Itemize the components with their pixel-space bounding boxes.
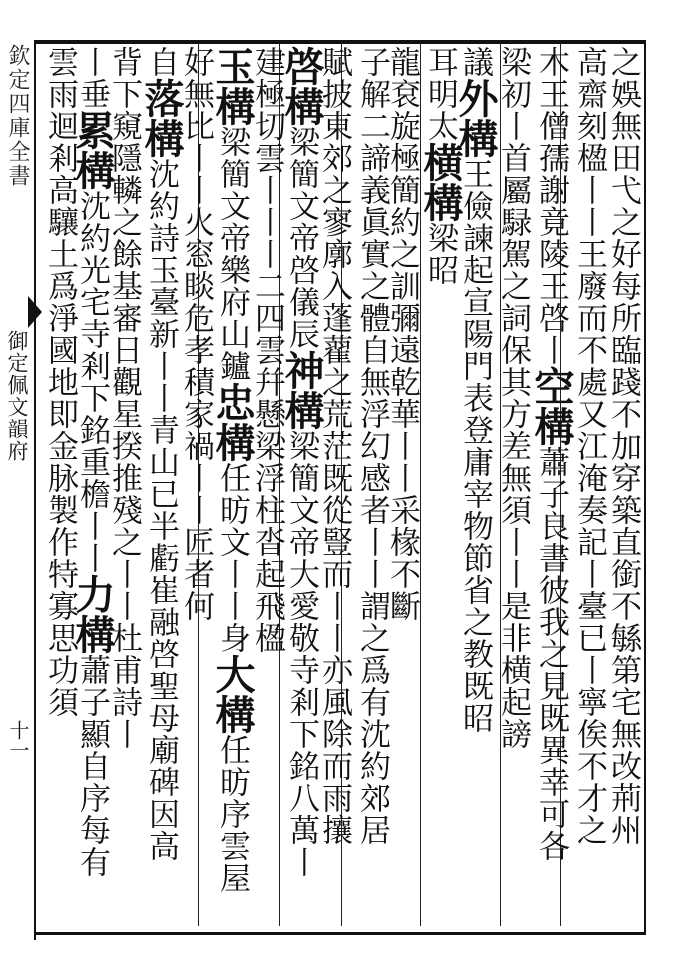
column-text: 蕭子良書彼我之見既異幸可各 (533, 446, 569, 862)
entry-heading: 累構 (69, 110, 116, 190)
column-text: 龍袞旋極簡約之訓彌遠乾華丨丨采椽不斷 (384, 46, 420, 622)
text-column (352, 46, 392, 924)
text-column (247, 46, 287, 924)
column-text: 丨二四雲幷懸梁浮柱沓起飛楹 (249, 238, 285, 654)
text-column (569, 46, 609, 924)
text-column (603, 46, 643, 924)
text-column (209, 46, 256, 924)
column-text: 王儉諫起宣陽門表登庸宰物節省之教既昭 (457, 158, 493, 734)
column-text: 任昉序雲屋 (214, 734, 250, 894)
column-text: 雲雨 (42, 46, 78, 110)
column-text: 建極切雲丨丨 (249, 46, 285, 238)
column-text: 梁簡文帝啓儀辰 (283, 126, 319, 350)
column-text: 迴剎高驤土爲淨國地即金脉 (42, 110, 78, 494)
column-text: 梁昭 (422, 222, 458, 286)
column-text: 危孝積家禍 (178, 302, 214, 462)
column-text: 任昉文丨丨身 (214, 462, 250, 654)
column-text: 保其方差無須丨丨是非横起謗 (495, 334, 531, 750)
column-text: 高齋刻楹丨丨王廢而不處又江淹奏記丨臺已丨寧俟不才之 (571, 46, 607, 846)
text-column (278, 46, 325, 924)
column-text: 梁初丨首屬騄駕之詞 (495, 46, 531, 334)
column-text: 梁簡文帝大愛敬寺剎下銘八萬丨 (283, 430, 319, 878)
text-column (40, 46, 80, 924)
column-text: 子解二諦義眞實之體自無浮幻感者丨丨謂之爲有沈約郊居 (354, 46, 390, 846)
page-number: 十一 (6, 720, 30, 760)
entry-heading: 力構 (69, 574, 116, 654)
column-text: 蕭子顯自序每有 (74, 654, 110, 878)
column-text: 丨丨匠者何 (178, 462, 214, 622)
column-text: 木王僧孺謝竟陵王啓丨 (533, 46, 569, 366)
column-text: 梁簡文帝樂府山鑪 (214, 126, 250, 382)
column-text: 耳明太 (422, 46, 458, 142)
text-column (138, 46, 185, 924)
margin-header-text: 欽定四庫全書 (5, 44, 30, 188)
column-text: 沈約光宅寺剎下銘重檐丨丨 (74, 190, 110, 574)
column-text: 好無比丨丨火窓睒 (178, 46, 214, 302)
text-column (493, 46, 533, 924)
entry-heading: 玉構 (209, 46, 256, 126)
column-text: 賦披東郊之寥廓入蓬藋之荒茫既從豎而丨丨亦風除而雨攘 (316, 46, 352, 846)
entry-heading: 落構 (138, 78, 185, 158)
column-text: 背下窺隱轔之餘基審日觀星揆推殘之丨丨杜甫詩丨 (106, 46, 142, 750)
entry-heading: 横構 (417, 142, 464, 222)
entry-heading: 大構 (209, 654, 256, 734)
entry-heading: 神構 (278, 350, 325, 430)
book-title: 御定佩文韻府 (5, 330, 29, 462)
entry-heading: 空構 (528, 366, 575, 446)
entry-heading: 外構 (452, 78, 499, 158)
text-column (528, 46, 575, 924)
text-column (176, 46, 216, 924)
entry-heading: 啓構 (278, 46, 325, 126)
column-text: 沈約詩玉臺新丨丨青山已半虧崔融啓聖母廟碑因高 (143, 158, 179, 862)
column-text: 自 (143, 46, 179, 78)
column-text: 之娛無田弋之好每所臨踐不加穿築直銜不緐第宅無改荊州 (605, 46, 641, 846)
column-text: 丨垂 (74, 46, 110, 110)
column-text: 議 (457, 46, 493, 78)
text-column (417, 46, 464, 924)
column-text: 製作特寡思功須 (42, 494, 78, 718)
entry-heading: 忠構 (209, 382, 256, 462)
